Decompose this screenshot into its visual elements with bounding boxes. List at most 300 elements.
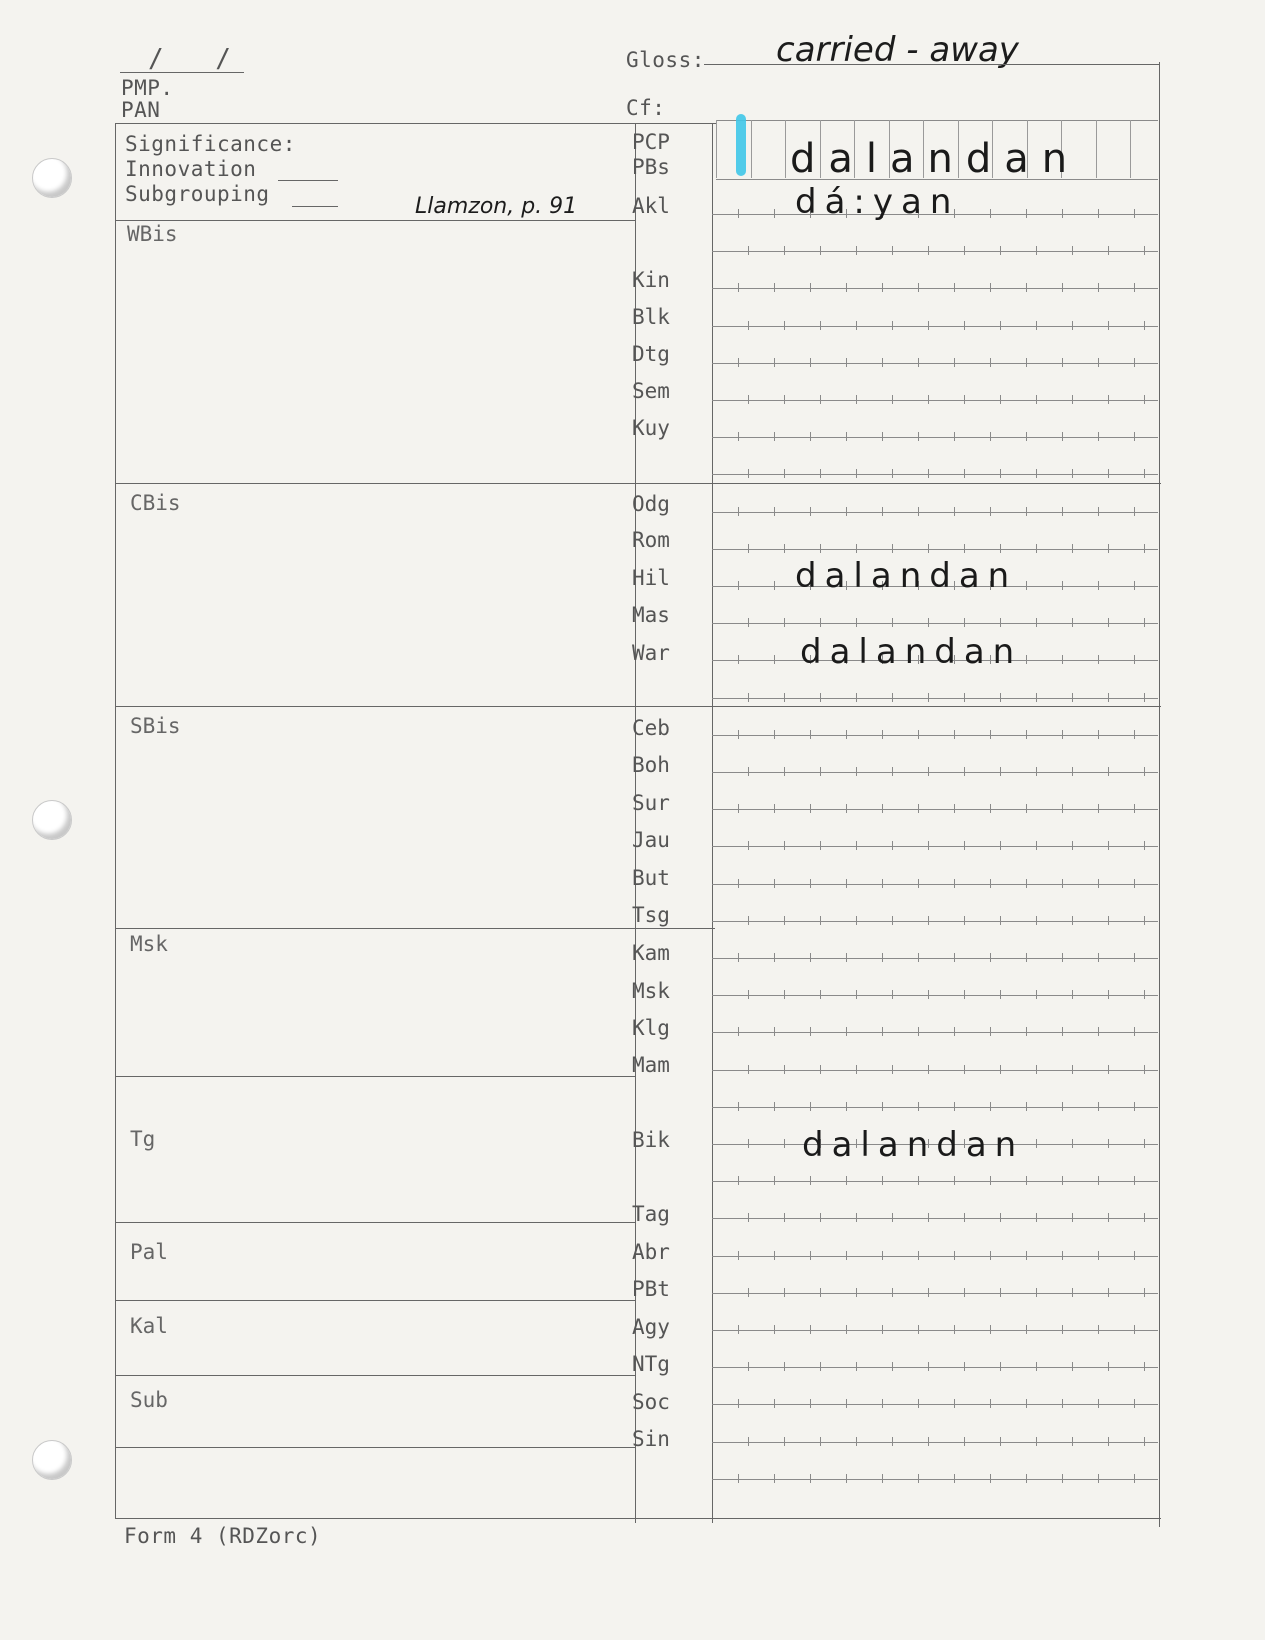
frame-top-left [115, 123, 635, 124]
ruled-tick [748, 1437, 749, 1446]
ruled-line [712, 698, 1158, 699]
ruled-tick [892, 990, 893, 999]
ruled-tick [810, 1251, 811, 1260]
ruled-tick [1098, 1325, 1099, 1334]
ruled-tick [810, 1176, 811, 1185]
ruled-tick [1036, 767, 1037, 776]
ruled-tick [1036, 246, 1037, 255]
ruled-tick [784, 544, 785, 553]
ruled-tick [1026, 1027, 1027, 1036]
ruled-tick [774, 432, 775, 441]
ruled-tick [1036, 1437, 1037, 1446]
ruled-tick [892, 321, 893, 330]
ruled-tick [774, 581, 775, 590]
ruled-tick [1000, 544, 1001, 553]
ruled-tick [918, 1399, 919, 1408]
ruled-tick [1036, 1213, 1037, 1222]
ruled-tick [784, 1139, 785, 1148]
ruled-tick [928, 469, 929, 478]
ruled-tick [918, 1325, 919, 1334]
ruled-tick [990, 507, 991, 516]
ruled-line [712, 846, 1158, 847]
ruled-tick [1062, 655, 1063, 664]
ruled-tick [918, 1251, 919, 1260]
ruled-tick [1000, 916, 1001, 925]
ruled-tick [774, 953, 775, 962]
gloss-label: Gloss: [626, 48, 705, 72]
ruled-line [712, 1479, 1158, 1480]
ruled-tick [1134, 283, 1135, 292]
ruled-line [712, 363, 1158, 364]
ruled-tick [856, 544, 857, 553]
ruled-tick [928, 618, 929, 627]
ruled-tick [1108, 1437, 1109, 1446]
ruled-tick [1134, 879, 1135, 888]
ruled-tick [820, 1065, 821, 1074]
ruled-tick [820, 767, 821, 776]
punch-hole-bottom [32, 1440, 72, 1480]
ruled-tick [990, 283, 991, 292]
ruled-tick [784, 246, 785, 255]
ruled-line [712, 1218, 1158, 1219]
section-pal: Pal [130, 1240, 168, 1264]
ruled-tick [784, 990, 785, 999]
ruled-tick [1098, 283, 1099, 292]
ruled-tick [1108, 1139, 1109, 1148]
ruled-tick [1072, 1065, 1073, 1074]
ruled-tick [1072, 544, 1073, 553]
entry-bik: dalandan [802, 1125, 1025, 1165]
ruled-tick [856, 1362, 857, 1371]
ruled-tick [820, 1362, 821, 1371]
ruled-tick [856, 1213, 857, 1222]
lang-pbs: PBs [632, 155, 670, 179]
ruled-tick [1098, 209, 1099, 218]
ruled-tick [748, 1139, 749, 1148]
ruled-line [712, 1070, 1158, 1071]
ruled-tick [990, 879, 991, 888]
ruled-tick [1072, 1362, 1073, 1371]
ruled-tick [1072, 841, 1073, 850]
ruled-tick [1144, 916, 1145, 925]
ruled-tick [738, 1325, 739, 1334]
pcp-grid-cell-divider [716, 120, 717, 178]
ruled-tick [784, 1288, 785, 1297]
ruled-line [712, 437, 1158, 438]
ruled-tick [892, 1437, 893, 1446]
ruled-tick [892, 1213, 893, 1222]
ruled-tick [1144, 1139, 1145, 1148]
ruled-tick [918, 358, 919, 367]
ruled-tick [1000, 469, 1001, 478]
section-cbis: CBis [130, 491, 181, 515]
ruled-tick [738, 358, 739, 367]
ruled-tick [810, 730, 811, 739]
ruled-tick [954, 1251, 955, 1260]
ruled-tick [1026, 1325, 1027, 1334]
section-wbis: WBis [127, 222, 178, 246]
lang-msk: Msk [632, 979, 670, 1003]
ruled-tick [918, 432, 919, 441]
ruled-tick [918, 730, 919, 739]
lang-kuy: Kuy [632, 416, 670, 440]
ruled-tick [1000, 990, 1001, 999]
ruled-tick [1098, 432, 1099, 441]
ruled-writing-area [712, 62, 1162, 1532]
section-sbis: SBis [130, 714, 181, 738]
ruled-tick [964, 618, 965, 627]
ruled-tick [1144, 1065, 1145, 1074]
ruled-tick [892, 469, 893, 478]
ruled-tick [954, 507, 955, 516]
ruled-tick [990, 1399, 991, 1408]
ruled-tick [1072, 693, 1073, 702]
ruled-line [712, 1367, 1158, 1368]
ruled-tick [882, 507, 883, 516]
lang-jau: Jau [632, 828, 670, 852]
ruled-tick [1108, 841, 1109, 850]
ruled-tick [820, 1288, 821, 1297]
ruled-tick [1098, 1474, 1099, 1483]
ruled-tick [748, 1065, 749, 1074]
ruled-tick [1026, 1251, 1027, 1260]
ruled-tick [1072, 395, 1073, 404]
subgrouping-label: Subgrouping [125, 182, 270, 206]
ruled-tick [1108, 693, 1109, 702]
lang-mam: Mam [632, 1053, 670, 1077]
ruled-tick [1026, 953, 1027, 962]
ruled-tick [1144, 1288, 1145, 1297]
ruled-tick [784, 1213, 785, 1222]
ruled-tick [1144, 990, 1145, 999]
ruled-tick [918, 879, 919, 888]
ruled-tick [964, 544, 965, 553]
ruled-line [712, 995, 1158, 996]
ruled-tick [964, 1437, 965, 1446]
ruled-line [712, 474, 1158, 475]
ruled-tick [784, 1437, 785, 1446]
ruled-tick [954, 283, 955, 292]
ruled-tick [810, 358, 811, 367]
ruled-tick [1000, 1065, 1001, 1074]
ruled-tick [928, 1213, 929, 1222]
ruled-tick [1108, 990, 1109, 999]
ruled-tick [928, 544, 929, 553]
ruled-tick [738, 432, 739, 441]
ruled-tick [856, 246, 857, 255]
ruled-tick [1134, 358, 1135, 367]
ruled-tick [990, 209, 991, 218]
ruled-tick [1108, 1213, 1109, 1222]
ruled-tick [1134, 953, 1135, 962]
ruled-tick [990, 730, 991, 739]
ruled-tick [892, 544, 893, 553]
ruled-tick [1134, 730, 1135, 739]
ruled-tick [990, 804, 991, 813]
ruled-tick [738, 804, 739, 813]
ruled-line [712, 400, 1158, 401]
ruled-tick [882, 953, 883, 962]
ruled-line [712, 1404, 1158, 1405]
ruled-tick [892, 1362, 893, 1371]
ruled-tick [1062, 283, 1063, 292]
pmp-label: PMP. [121, 76, 174, 100]
ruled-tick [1072, 246, 1073, 255]
ruled-tick [882, 730, 883, 739]
ruled-tick [1134, 804, 1135, 813]
header-date-underline [120, 72, 244, 73]
ruled-tick [820, 321, 821, 330]
ruled-tick [1072, 1288, 1073, 1297]
ruled-tick [748, 395, 749, 404]
lang-klg: Klg [632, 1016, 670, 1040]
ruled-tick [784, 693, 785, 702]
ruled-tick [1026, 730, 1027, 739]
ruled-tick [1062, 1027, 1063, 1036]
ruled-tick [1036, 321, 1037, 330]
ruled-tick [1000, 321, 1001, 330]
gloss-value: carried - away [776, 30, 1019, 70]
ruled-tick [918, 953, 919, 962]
frame-left [115, 123, 116, 1518]
ruled-tick [820, 1213, 821, 1222]
ruled-tick [1098, 655, 1099, 664]
ruled-tick [928, 916, 929, 925]
ruled-tick [1098, 1027, 1099, 1036]
ruled-tick [748, 1362, 749, 1371]
ruled-tick [856, 916, 857, 925]
ruled-tick [1036, 1065, 1037, 1074]
ruled-tick [990, 1027, 991, 1036]
entry-pcp: dalandan [790, 136, 1081, 182]
ruled-tick [1144, 395, 1145, 404]
ruled-tick [738, 1251, 739, 1260]
lang-but: But [632, 866, 670, 890]
ruled-tick [918, 507, 919, 516]
ruled-tick [1098, 953, 1099, 962]
ruled-tick [748, 469, 749, 478]
ruled-tick [892, 916, 893, 925]
ruled-line [712, 326, 1158, 327]
ruled-tick [1144, 693, 1145, 702]
divider-msk [115, 1076, 635, 1077]
ruled-tick [918, 283, 919, 292]
entry-war: dalandan [800, 632, 1023, 672]
ruled-tick [856, 767, 857, 776]
ruled-tick [738, 1027, 739, 1036]
ruled-tick [882, 1251, 883, 1260]
ruled-tick [810, 432, 811, 441]
lang-kin: Kin [632, 268, 670, 292]
ruled-tick [1036, 544, 1037, 553]
ruled-tick [784, 618, 785, 627]
ruled-tick [748, 1288, 749, 1297]
ruled-tick [738, 283, 739, 292]
ruled-tick [964, 1213, 965, 1222]
ruled-tick [892, 618, 893, 627]
ruled-tick [1098, 358, 1099, 367]
lang-sem: Sem [632, 379, 670, 403]
ruled-tick [1062, 1102, 1063, 1111]
ruled-tick [856, 841, 857, 850]
ruled-line [712, 512, 1158, 513]
ruled-tick [1098, 1102, 1099, 1111]
ruled-tick [1144, 1213, 1145, 1222]
ruled-tick [1108, 618, 1109, 627]
ruled-tick [748, 990, 749, 999]
lang-blk: Blk [632, 305, 670, 329]
ruled-tick [954, 953, 955, 962]
ruled-tick [928, 1437, 929, 1446]
divider-kal [115, 1375, 635, 1376]
cf-label: Cf: [626, 96, 666, 120]
ruled-tick [928, 1362, 929, 1371]
ruled-tick [1108, 395, 1109, 404]
ruled-tick [810, 1474, 811, 1483]
ruled-tick [990, 1251, 991, 1260]
ruled-tick [774, 655, 775, 664]
ruled-line [712, 623, 1158, 624]
ruled-tick [810, 804, 811, 813]
ruled-tick [1098, 1399, 1099, 1408]
ruled-tick [1098, 1176, 1099, 1185]
ruled-tick [846, 1474, 847, 1483]
ruled-tick [964, 1288, 965, 1297]
entry-hil: dalandan [795, 556, 1018, 596]
ruled-tick [1062, 581, 1063, 590]
ruled-tick [990, 432, 991, 441]
ruled-tick [1062, 1474, 1063, 1483]
ruled-tick [1072, 321, 1073, 330]
ruled-tick [964, 767, 965, 776]
entry-akl: dá:yan [795, 182, 960, 222]
ruled-line [712, 884, 1158, 885]
ruled-tick [1134, 209, 1135, 218]
ruled-tick [738, 1474, 739, 1483]
highlighter-mark [736, 114, 746, 176]
ruled-tick [1062, 1325, 1063, 1334]
ruled-tick [1026, 432, 1027, 441]
ruled-tick [1000, 693, 1001, 702]
ruled-line [712, 1107, 1158, 1108]
ruled-tick [1098, 730, 1099, 739]
ruled-tick [954, 804, 955, 813]
innovation-label: Innovation [125, 157, 257, 181]
ruled-tick [738, 730, 739, 739]
ruled-tick [1026, 804, 1027, 813]
ruled-tick [774, 283, 775, 292]
ruled-tick [882, 1176, 883, 1185]
header-box-bottom [115, 220, 635, 221]
ruled-tick [954, 1399, 955, 1408]
ruled-tick [1108, 1288, 1109, 1297]
ruled-tick [774, 804, 775, 813]
ruled-tick [1072, 916, 1073, 925]
lang-kam: Kam [632, 941, 670, 965]
ruled-tick [856, 693, 857, 702]
ruled-tick [1144, 321, 1145, 330]
ruled-tick [748, 321, 749, 330]
ruled-tick [810, 1399, 811, 1408]
ruled-tick [1144, 544, 1145, 553]
ruled-tick [964, 916, 965, 925]
ruled-tick [1134, 1474, 1135, 1483]
ruled-tick [1062, 209, 1063, 218]
ruled-tick [1000, 1213, 1001, 1222]
ruled-tick [846, 1325, 847, 1334]
lang-odg: Odg [632, 492, 670, 516]
ruled-tick [738, 953, 739, 962]
ruled-tick [1000, 618, 1001, 627]
ruled-tick [846, 432, 847, 441]
ruled-tick [1144, 246, 1145, 255]
ruled-tick [748, 767, 749, 776]
ruled-tick [964, 693, 965, 702]
frame-divider-left [635, 123, 636, 1523]
lang-abr: Abr [632, 1240, 670, 1264]
ruled-tick [820, 395, 821, 404]
ruled-tick [784, 841, 785, 850]
ruled-tick [964, 990, 965, 999]
ruled-tick [856, 321, 857, 330]
ruled-tick [1062, 804, 1063, 813]
ruled-tick [820, 916, 821, 925]
ruled-tick [1000, 767, 1001, 776]
lang-dtg: Dtg [632, 342, 670, 366]
ruled-tick [1072, 1437, 1073, 1446]
ruled-tick [1072, 469, 1073, 478]
ruled-tick [1134, 655, 1135, 664]
ruled-tick [882, 1102, 883, 1111]
ruled-tick [1000, 1362, 1001, 1371]
ruled-tick [748, 693, 749, 702]
ruled-tick [784, 321, 785, 330]
ruled-tick [964, 395, 965, 404]
ruled-tick [1072, 618, 1073, 627]
ruled-tick [1108, 767, 1109, 776]
ruled-tick [1036, 990, 1037, 999]
ruled-tick [1098, 581, 1099, 590]
ruled-tick [846, 804, 847, 813]
ruled-tick [1134, 432, 1135, 441]
ruled-tick [1108, 1065, 1109, 1074]
ruled-tick [1134, 507, 1135, 516]
ruled-tick [1026, 283, 1027, 292]
ruled-tick [882, 432, 883, 441]
ruled-tick [1144, 841, 1145, 850]
ruled-tick [1072, 1213, 1073, 1222]
ruled-line [712, 1442, 1158, 1443]
ruled-tick [846, 1027, 847, 1036]
ruled-line [712, 958, 1158, 959]
ruled-tick [784, 767, 785, 776]
ruled-tick [1036, 1362, 1037, 1371]
ruled-tick [928, 246, 929, 255]
lang-soc: Soc [632, 1390, 670, 1414]
ruled-tick [1098, 1251, 1099, 1260]
ruled-tick [748, 1213, 749, 1222]
lang-tag: Tag [632, 1202, 670, 1226]
ruled-tick [1036, 841, 1037, 850]
lang-sur: Sur [632, 791, 670, 815]
ruled-tick [1098, 879, 1099, 888]
ruled-tick [954, 1102, 955, 1111]
ruled-tick [954, 1176, 955, 1185]
ruled-tick [1026, 879, 1027, 888]
ruled-tick [1062, 1399, 1063, 1408]
ruled-tick [738, 1399, 739, 1408]
ruled-tick [1144, 618, 1145, 627]
